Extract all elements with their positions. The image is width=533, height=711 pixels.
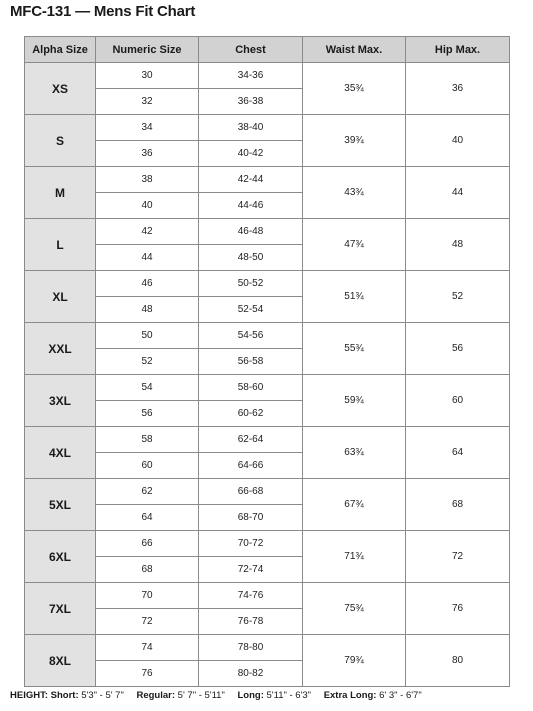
chest-cell: 52-54 [199, 297, 303, 323]
numeric-size-cell: 40 [96, 193, 199, 219]
chest-cell: 76-78 [199, 609, 303, 635]
waist-max-cell: 39¾ [303, 115, 406, 167]
waist-max-cell: 79¾ [303, 635, 406, 687]
table-row [25, 167, 510, 193]
alpha-size-cell: 6XL [25, 531, 96, 583]
numeric-size-cell: 76 [96, 661, 199, 687]
height-footer [10, 690, 422, 701]
numeric-size-cell: 68 [96, 557, 199, 583]
numeric-size-cell: 58 [96, 427, 199, 453]
alpha-size-cell: XS [25, 63, 96, 115]
chest-cell: 80-82 [199, 661, 303, 687]
waist-max-cell: 59¾ [303, 375, 406, 427]
alpha-size-cell: L [25, 219, 96, 271]
numeric-size-cell: 62 [96, 479, 199, 505]
numeric-size-cell: 74 [96, 635, 199, 661]
numeric-size-cell: 50 [96, 323, 199, 349]
height-long-value: 5'11" - 6'3" [266, 690, 312, 701]
alpha-size-cell: M [25, 167, 96, 219]
table-row [25, 479, 510, 505]
chest-cell: 68-70 [199, 505, 303, 531]
numeric-size-cell: 66 [96, 531, 199, 557]
alpha-size-cell: 4XL [25, 427, 96, 479]
alpha-size-cell: S [25, 115, 96, 167]
hip-max-cell: 60 [406, 375, 510, 427]
table-row [25, 583, 510, 609]
chest-cell: 40-42 [199, 141, 303, 167]
waist-max-cell: 67¾ [303, 479, 406, 531]
table-row [25, 323, 510, 349]
waist-max-cell: 47¾ [303, 219, 406, 271]
height-extra-long-label: Extra Long: [323, 690, 377, 701]
table-row [25, 427, 510, 453]
hip-max-cell: 44 [406, 167, 510, 219]
height-short-label: Short: [50, 690, 79, 701]
hip-max-cell: 48 [406, 219, 510, 271]
hip-max-cell: 36 [406, 63, 510, 115]
numeric-size-cell: 54 [96, 375, 199, 401]
numeric-size-cell: 60 [96, 453, 199, 479]
numeric-size-cell: 30 [96, 63, 199, 89]
waist-max-cell: 71¾ [303, 531, 406, 583]
hip-max-cell: 52 [406, 271, 510, 323]
chest-cell: 36-38 [199, 89, 303, 115]
chest-cell: 70-72 [199, 531, 303, 557]
waist-max-cell: 63¾ [303, 427, 406, 479]
height-short-value: 5'3" - 5' 7" [81, 690, 124, 701]
header-hip-max: Hip Max. [406, 37, 510, 63]
fit-chart-table [24, 36, 510, 687]
numeric-size-cell: 64 [96, 505, 199, 531]
header-chest: Chest [199, 37, 303, 63]
height-regular-value: 5' 7" - 5'11" [177, 690, 225, 701]
waist-max-cell: 43¾ [303, 167, 406, 219]
alpha-size-cell: XXL [25, 323, 96, 375]
numeric-size-cell: 48 [96, 297, 199, 323]
chest-cell: 38-40 [199, 115, 303, 141]
hip-max-cell: 80 [406, 635, 510, 687]
table-header-row [25, 37, 510, 63]
chest-cell: 66-68 [199, 479, 303, 505]
table-row [25, 375, 510, 401]
table-row [25, 63, 510, 89]
waist-max-cell: 75¾ [303, 583, 406, 635]
hip-max-cell: 76 [406, 583, 510, 635]
alpha-size-cell: XL [25, 271, 96, 323]
alpha-size-cell: 7XL [25, 583, 96, 635]
numeric-size-cell: 46 [96, 271, 199, 297]
table-row [25, 219, 510, 245]
chest-cell: 42-44 [199, 167, 303, 193]
chest-cell: 46-48 [199, 219, 303, 245]
numeric-size-cell: 52 [96, 349, 199, 375]
chest-cell: 58-60 [199, 375, 303, 401]
height-label: HEIGHT: [10, 690, 48, 701]
header-alpha-size: Alpha Size [25, 37, 96, 63]
alpha-size-cell: 5XL [25, 479, 96, 531]
numeric-size-cell: 34 [96, 115, 199, 141]
chest-cell: 64-66 [199, 453, 303, 479]
hip-max-cell: 40 [406, 115, 510, 167]
chest-cell: 44-46 [199, 193, 303, 219]
numeric-size-cell: 32 [96, 89, 199, 115]
header-waist-max: Waist Max. [303, 37, 406, 63]
chest-cell: 56-58 [199, 349, 303, 375]
hip-max-cell: 72 [406, 531, 510, 583]
chest-cell: 78-80 [199, 635, 303, 661]
chest-cell: 74-76 [199, 583, 303, 609]
page-title: MFC-131 — Mens Fit Chart [10, 3, 196, 20]
numeric-size-cell: 36 [96, 141, 199, 167]
chest-cell: 60-62 [199, 401, 303, 427]
table-row [25, 635, 510, 661]
alpha-size-cell: 8XL [25, 635, 96, 687]
chest-cell: 62-64 [199, 427, 303, 453]
numeric-size-cell: 70 [96, 583, 199, 609]
chest-cell: 72-74 [199, 557, 303, 583]
hip-max-cell: 68 [406, 479, 510, 531]
numeric-size-cell: 38 [96, 167, 199, 193]
waist-max-cell: 51¾ [303, 271, 406, 323]
chest-cell: 50-52 [199, 271, 303, 297]
numeric-size-cell: 42 [96, 219, 199, 245]
table-row [25, 531, 510, 557]
chest-cell: 54-56 [199, 323, 303, 349]
height-long-label: Long: [237, 690, 264, 701]
header-numeric-size: Numeric Size [96, 37, 199, 63]
numeric-size-cell: 72 [96, 609, 199, 635]
table-row [25, 271, 510, 297]
table-row [25, 115, 510, 141]
chest-cell: 48-50 [199, 245, 303, 271]
height-regular-label: Regular: [136, 690, 176, 701]
numeric-size-cell: 56 [96, 401, 199, 427]
hip-max-cell: 56 [406, 323, 510, 375]
waist-max-cell: 55¾ [303, 323, 406, 375]
alpha-size-cell: 3XL [25, 375, 96, 427]
waist-max-cell: 35¾ [303, 63, 406, 115]
height-extra-long-value: 6' 3" - 6'7" [379, 690, 422, 701]
hip-max-cell: 64 [406, 427, 510, 479]
numeric-size-cell: 44 [96, 245, 199, 271]
chest-cell: 34-36 [199, 63, 303, 89]
